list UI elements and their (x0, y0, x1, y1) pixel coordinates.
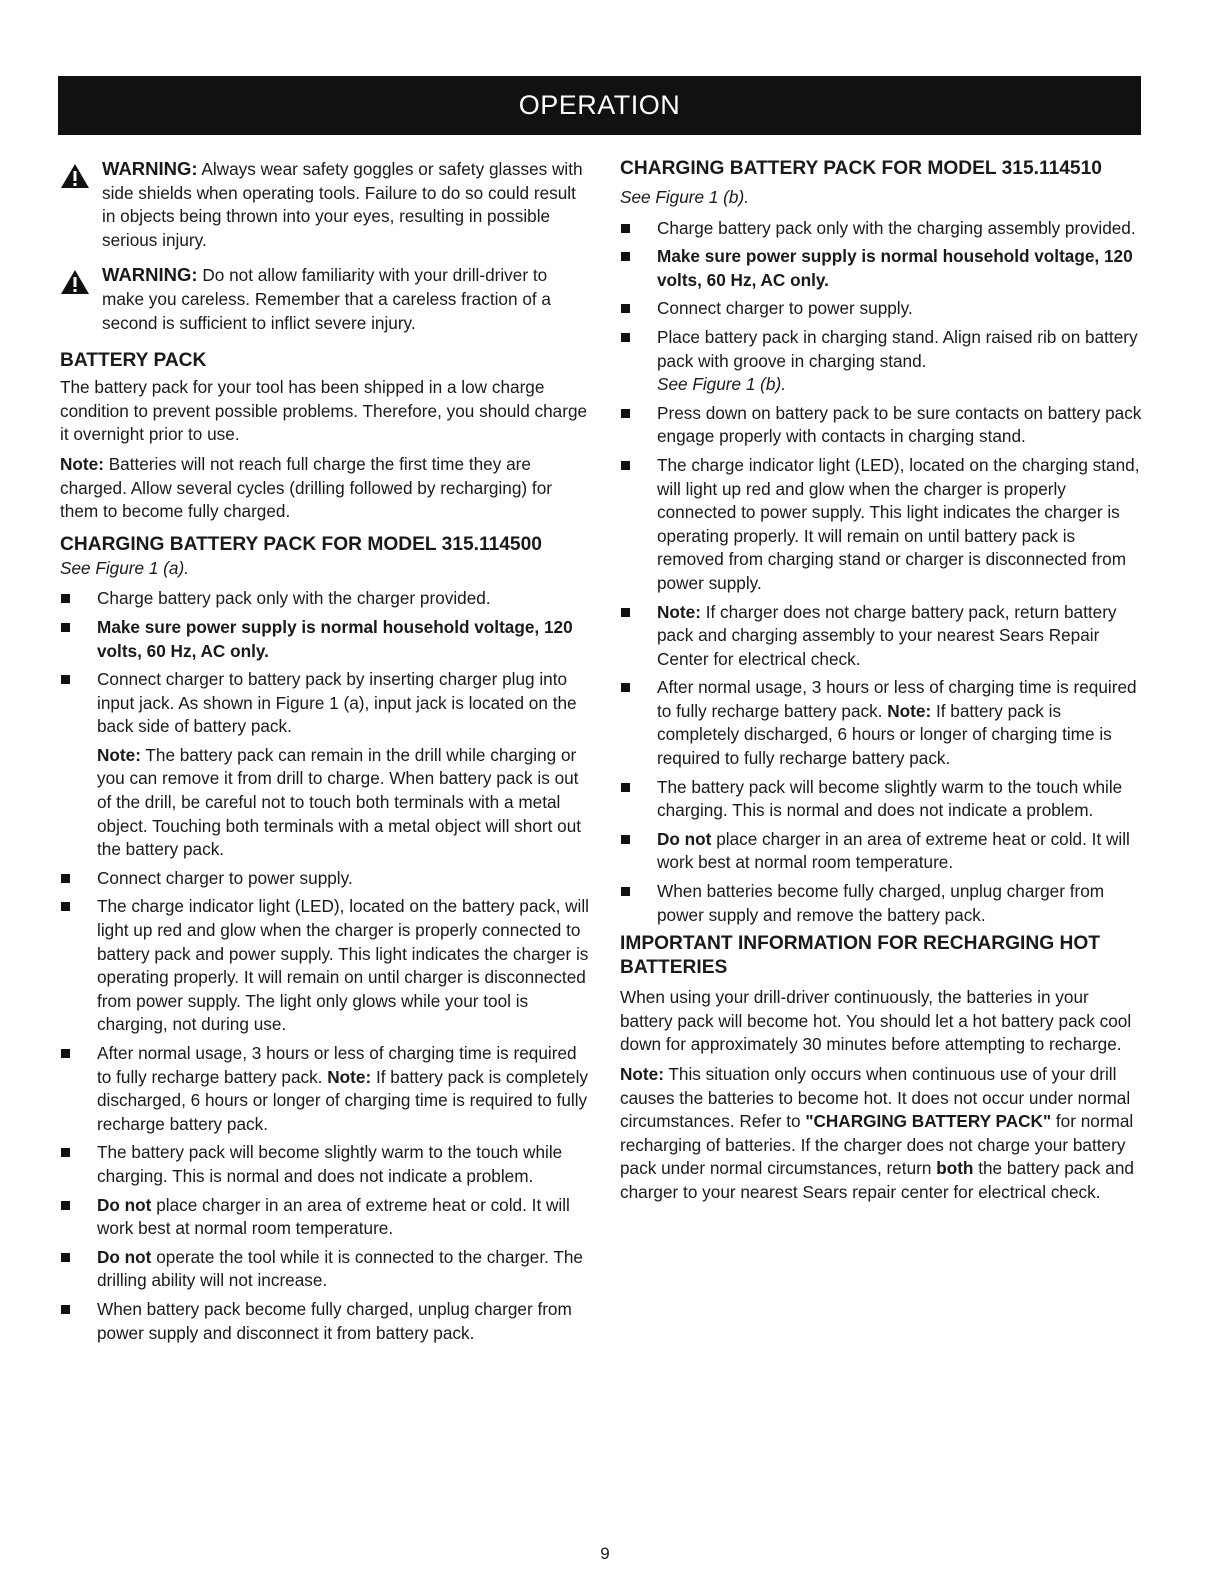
section-header: OPERATION (58, 76, 1141, 135)
list-item: Make sure power supply is normal household voltage, 120 volts, 60 Hz, AC only. (620, 245, 1145, 292)
list-item-text: If battery pack is completely discharged, 6 hours or longer of charging time is required to fully recharge battery pack. (97, 1066, 589, 1134)
note-text: the battery pack and charger to your nearest Sears repair center for electrical check. (620, 1158, 1134, 1202)
list-item: When batteries become fully charged, unplug charger from power supply and remove the battery pack. (620, 880, 1145, 927)
list-item-text: Place battery pack in charging stand. Align raised rib on battery pack with groove in charging stand. (657, 326, 1138, 371)
list-item: When battery pack become fully charged, unplug charger from power supply and disconnect it from battery pack. (60, 1298, 590, 1345)
list-item (60, 1042, 590, 1136)
list-item: The battery pack will become slightly warm to the touch while charging. This is normal and does not indicate a problem. (60, 1141, 590, 1188)
list-item-text: place charger in an area of extreme heat or cold. It will work best at normal room temperature. (97, 1194, 570, 1239)
list-item: The charge indicator light (LED), located on the charging stand, will light up red and glow when the charger is properly connected to power supply. This light indicates the charger is operating properly. It will remain on until battery pack is removed from charging stand or charger is disconnected from power supply. (620, 454, 1145, 596)
note-text: for normal recharging of batteries. If the charger does not charge your battery pack under normal circumstances, return (620, 1111, 1134, 1179)
note-text: This situation only occurs when continuous use of your drill causes the batteries to become hot. It does not occur under normal circumstances. Refer to (620, 1064, 1131, 1132)
battery-pack-note (60, 453, 590, 524)
charging-510-heading: CHARGING BATTERY PACK FOR MODEL 315.114510 (620, 158, 1102, 179)
note-text: The battery pack can remain in the drill while charging or you can remove it from drill to charge. When battery pack is out of the drill, be careful not to touch both terminals with a metal object. Touching both terminals with a metal object will short out the battery pack. (97, 744, 582, 860)
warning-familiarity (60, 263, 590, 335)
note-label: Note: (60, 453, 104, 474)
warning-triangle-icon (60, 163, 90, 189)
list-item (60, 1194, 590, 1241)
warning-label: WARNING: (102, 158, 198, 179)
list-item-text: After normal usage, 3 hours or less of charging time is required to fully recharge battery pack. (657, 677, 1137, 721)
note-label: Note: (327, 1066, 372, 1087)
warning-text: Always wear safety goggles or safety glasses with side shields when operating tools. Failure to do so could result in objects being thrown into your eyes, resulting in possible serious injury. (102, 159, 583, 250)
list-item: The battery pack will become slightly warm to the touch while charging. This is normal and does not indicate a problem. (620, 776, 1145, 823)
emphasis: Do not (657, 828, 712, 849)
page-number: 9 (600, 1544, 610, 1563)
list-item (60, 668, 590, 862)
list-item (620, 326, 1145, 397)
list-item: Make sure power supply is normal household voltage, 120 volts, 60 Hz, AC only. (60, 616, 590, 663)
warning-goggles (60, 157, 590, 252)
list-item-text: If battery pack is completely discharged, 6 hours or longer of charging time is required to fully recharge battery pack. (657, 700, 1112, 769)
list-item: Connect charger to power supply. (620, 297, 1145, 321)
list-item (620, 601, 1145, 672)
list-item: The charge indicator light (LED), located on the battery pack, will light up red and glow when the charger is properly connected to battery pack and power supply. This light indicates the charger is operating properly. It will remain on until charger is disconnected from power supply. The light only glows while your tool is charging, not during use. (60, 895, 590, 1037)
list-item (620, 828, 1145, 875)
list-item: Charge battery pack only with the charger provided. (60, 587, 590, 611)
list-item: Charge battery pack only with the charging assembly provided. (620, 217, 1145, 241)
list-item-text: After normal usage, 3 hours or less of charging time is required to fully recharge battery pack. (97, 1043, 577, 1087)
hot-batteries-text: When using your drill-driver continuously, the batteries in your battery pack will become hot. You should let a hot battery pack cool down for approximately 30 minutes before attempting to recharge. (620, 987, 1132, 1055)
warning-triangle-icon (60, 269, 90, 295)
charging-500-list (60, 587, 590, 1345)
warning-label: WARNING: (102, 264, 198, 286)
list-item (620, 676, 1145, 770)
list-item-note (97, 744, 590, 862)
list-item: Connect charger to power supply. (60, 867, 590, 891)
note-text: Batteries will not reach full charge the first time they are charged. Allow several cycles (drilling followed by recharging) for them to become fully charged. (60, 453, 552, 522)
emphasis: "CHARGING BATTERY PACK" (805, 1111, 1052, 1132)
list-item-text: If charger does not charge battery pack, return battery pack and charging assembly to your nearest Sears Repair Center for electrical check. (657, 601, 1117, 669)
charging-510-figref: See Figure 1 (b). (620, 187, 749, 207)
note-label: Note: (887, 700, 932, 721)
list-item (60, 1246, 590, 1293)
list-item: Press down on battery pack to be sure contacts on battery pack engage properly with contacts in charging stand. (620, 402, 1145, 449)
warning-text: Do not allow familiarity with your drill-driver to make you careless. Remember that a careless fraction of a second is sufficient to inflict severe injury. (102, 265, 551, 333)
hot-batteries-note (620, 1063, 1145, 1205)
emphasis: Do not (97, 1194, 152, 1215)
list-item-text: Connect charger to battery pack by inserting charger plug into input jack. As shown in Figure 1 (a), input jack is located on the back side of battery pack. (97, 669, 577, 737)
note-label: Note: (657, 601, 701, 622)
charging-510-list (620, 217, 1145, 928)
figure-reference: See Figure 1 (b). (657, 374, 786, 395)
list-item-text: operate the tool while it is connected to the charger. The drilling ability will not increase. (97, 1246, 583, 1291)
left-column (60, 157, 590, 1350)
battery-pack-text: The battery pack for your tool has been shipped in a low charge condition to prevent possible problems. Therefore, you should charge it overnight prior to use. (60, 377, 588, 445)
charging-500-heading: CHARGING BATTERY PACK FOR MODEL 315.114500 (60, 533, 542, 555)
note-label: Note: (620, 1064, 664, 1084)
emphasis: Do not (97, 1246, 152, 1267)
list-item-text: place charger in an area of extreme heat or cold. It will work best at normal room temperature. (657, 828, 1130, 873)
right-column (620, 157, 1145, 1205)
hot-batteries-heading: IMPORTANT INFORMATION FOR RECHARGING HOT BATTERIES (620, 933, 1101, 979)
note-label: Note: (97, 744, 141, 765)
emphasis: both (936, 1158, 974, 1179)
charging-500-figref: See Figure 1 (a). (60, 557, 189, 578)
battery-pack-heading: BATTERY PACK (60, 350, 207, 372)
